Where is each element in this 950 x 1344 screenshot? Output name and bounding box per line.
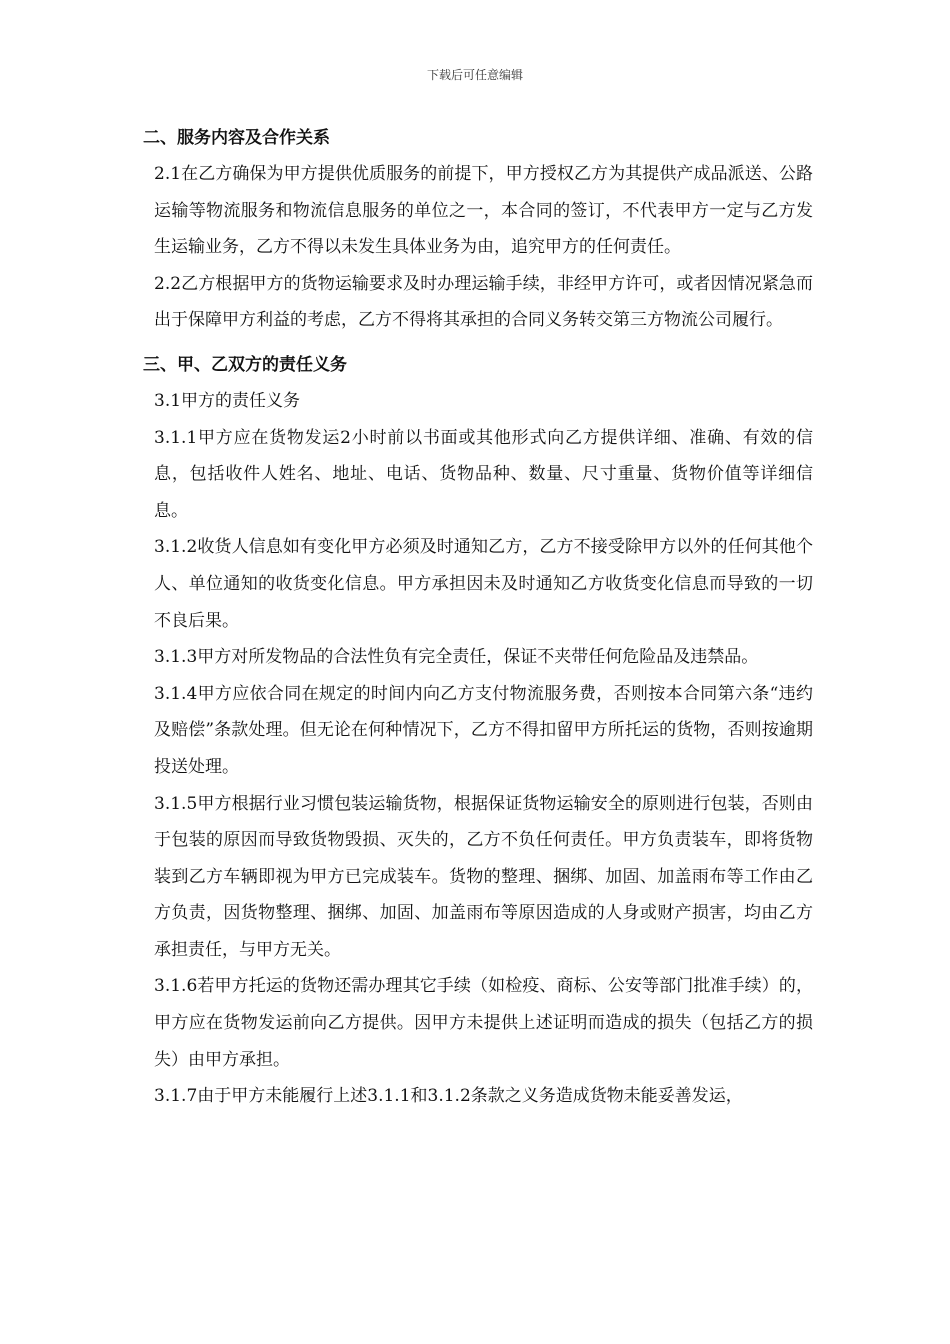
paragraph-2-2: 2.2乙方根据甲方的货物运输要求及时办理运输手续，非经甲方许可，或者因情况紧急而出于保障甲方利益的考虑，乙方不得将其承担的合同义务转交第三方物流公司履行。	[154, 273, 813, 331]
header-note: 下载后可任意编辑	[426, 68, 523, 82]
paragraph-3-1-3: 3.1.3甲方对所发物品的合法性负有完全责任，保证不夹带任何危险品及违禁品。	[154, 647, 759, 668]
paragraph-3-1-7: 3.1.7由于甲方未能履行上述3.1.1和3.1.2条款之义务造成货物未能妥善发运，	[154, 1086, 743, 1107]
paragraph-2-1: 2.1在乙方确保为甲方提供优质服务的前提下，甲方授权乙方为其提供产成品派送、公路运输等物流服务和物流信息服务的单位之一，本合同的签订，不代表甲方一定与乙方发生运输业务，乙方不得以未发生具体业务为由，追究甲方的任何责任。	[154, 164, 813, 258]
document-body	[143, 120, 813, 1115]
section-heading-service: 二、服务内容及合作关系	[143, 128, 330, 148]
paragraph-3-1-5: 3.1.5甲方根据行业习惯包装运输货物，根据保证货物运输安全的原则进行包装，否则由于包装的原因而导致货物毁损、灭失的，乙方不负任何责任。甲方负责装车，即将货物装到乙方车辆即视为甲方已完成装车。货物的整理、捆绑、加固、加盖雨布等工作由乙方负责，因货物整理、捆绑、加固、加盖雨布等原因造成的人身或财产损害，均由乙方承担责任，与甲方无关。	[154, 793, 813, 960]
paragraph-3-1: 3.1甲方的责任义务	[154, 390, 301, 411]
section-heading-responsibilities: 三、甲、乙双方的责任义务	[143, 354, 347, 375]
paragraph-3-1-1: 3.1.1甲方应在货物发运2小时前以书面或其他形式向乙方提供详细、准确、有效的信息，包括收件人姓名、地址、电话、货物品种、数量、尺寸重量、货物价值等详细信息。	[154, 427, 813, 521]
paragraph-3-1-6: 3.1.6若甲方托运的货物还需办理其它手续（如检疫、商标、公安等部门批准手续）的，甲方应在货物发运前向乙方提供。因甲方未提供上述证明而造成的损失（包括乙方的损失）由甲方承担。	[154, 976, 813, 1070]
paragraph-3-1-2: 3.1.2收货人信息如有变化甲方必须及时通知乙方，乙方不接受除甲方以外的任何其他个人、单位通知的收货变化信息。甲方承担因未及时通知乙方收货变化信息而导致的一切不良后果。	[154, 537, 813, 631]
paragraph-3-1-4: 3.1.4甲方应依合同在规定的时间内向乙方支付物流服务费，否则按本合同第六条“违约及赔偿”条款处理。但无论在何种情况下，乙方不得扣留甲方所托运的货物，否则按逾期投送处理。	[154, 683, 813, 777]
